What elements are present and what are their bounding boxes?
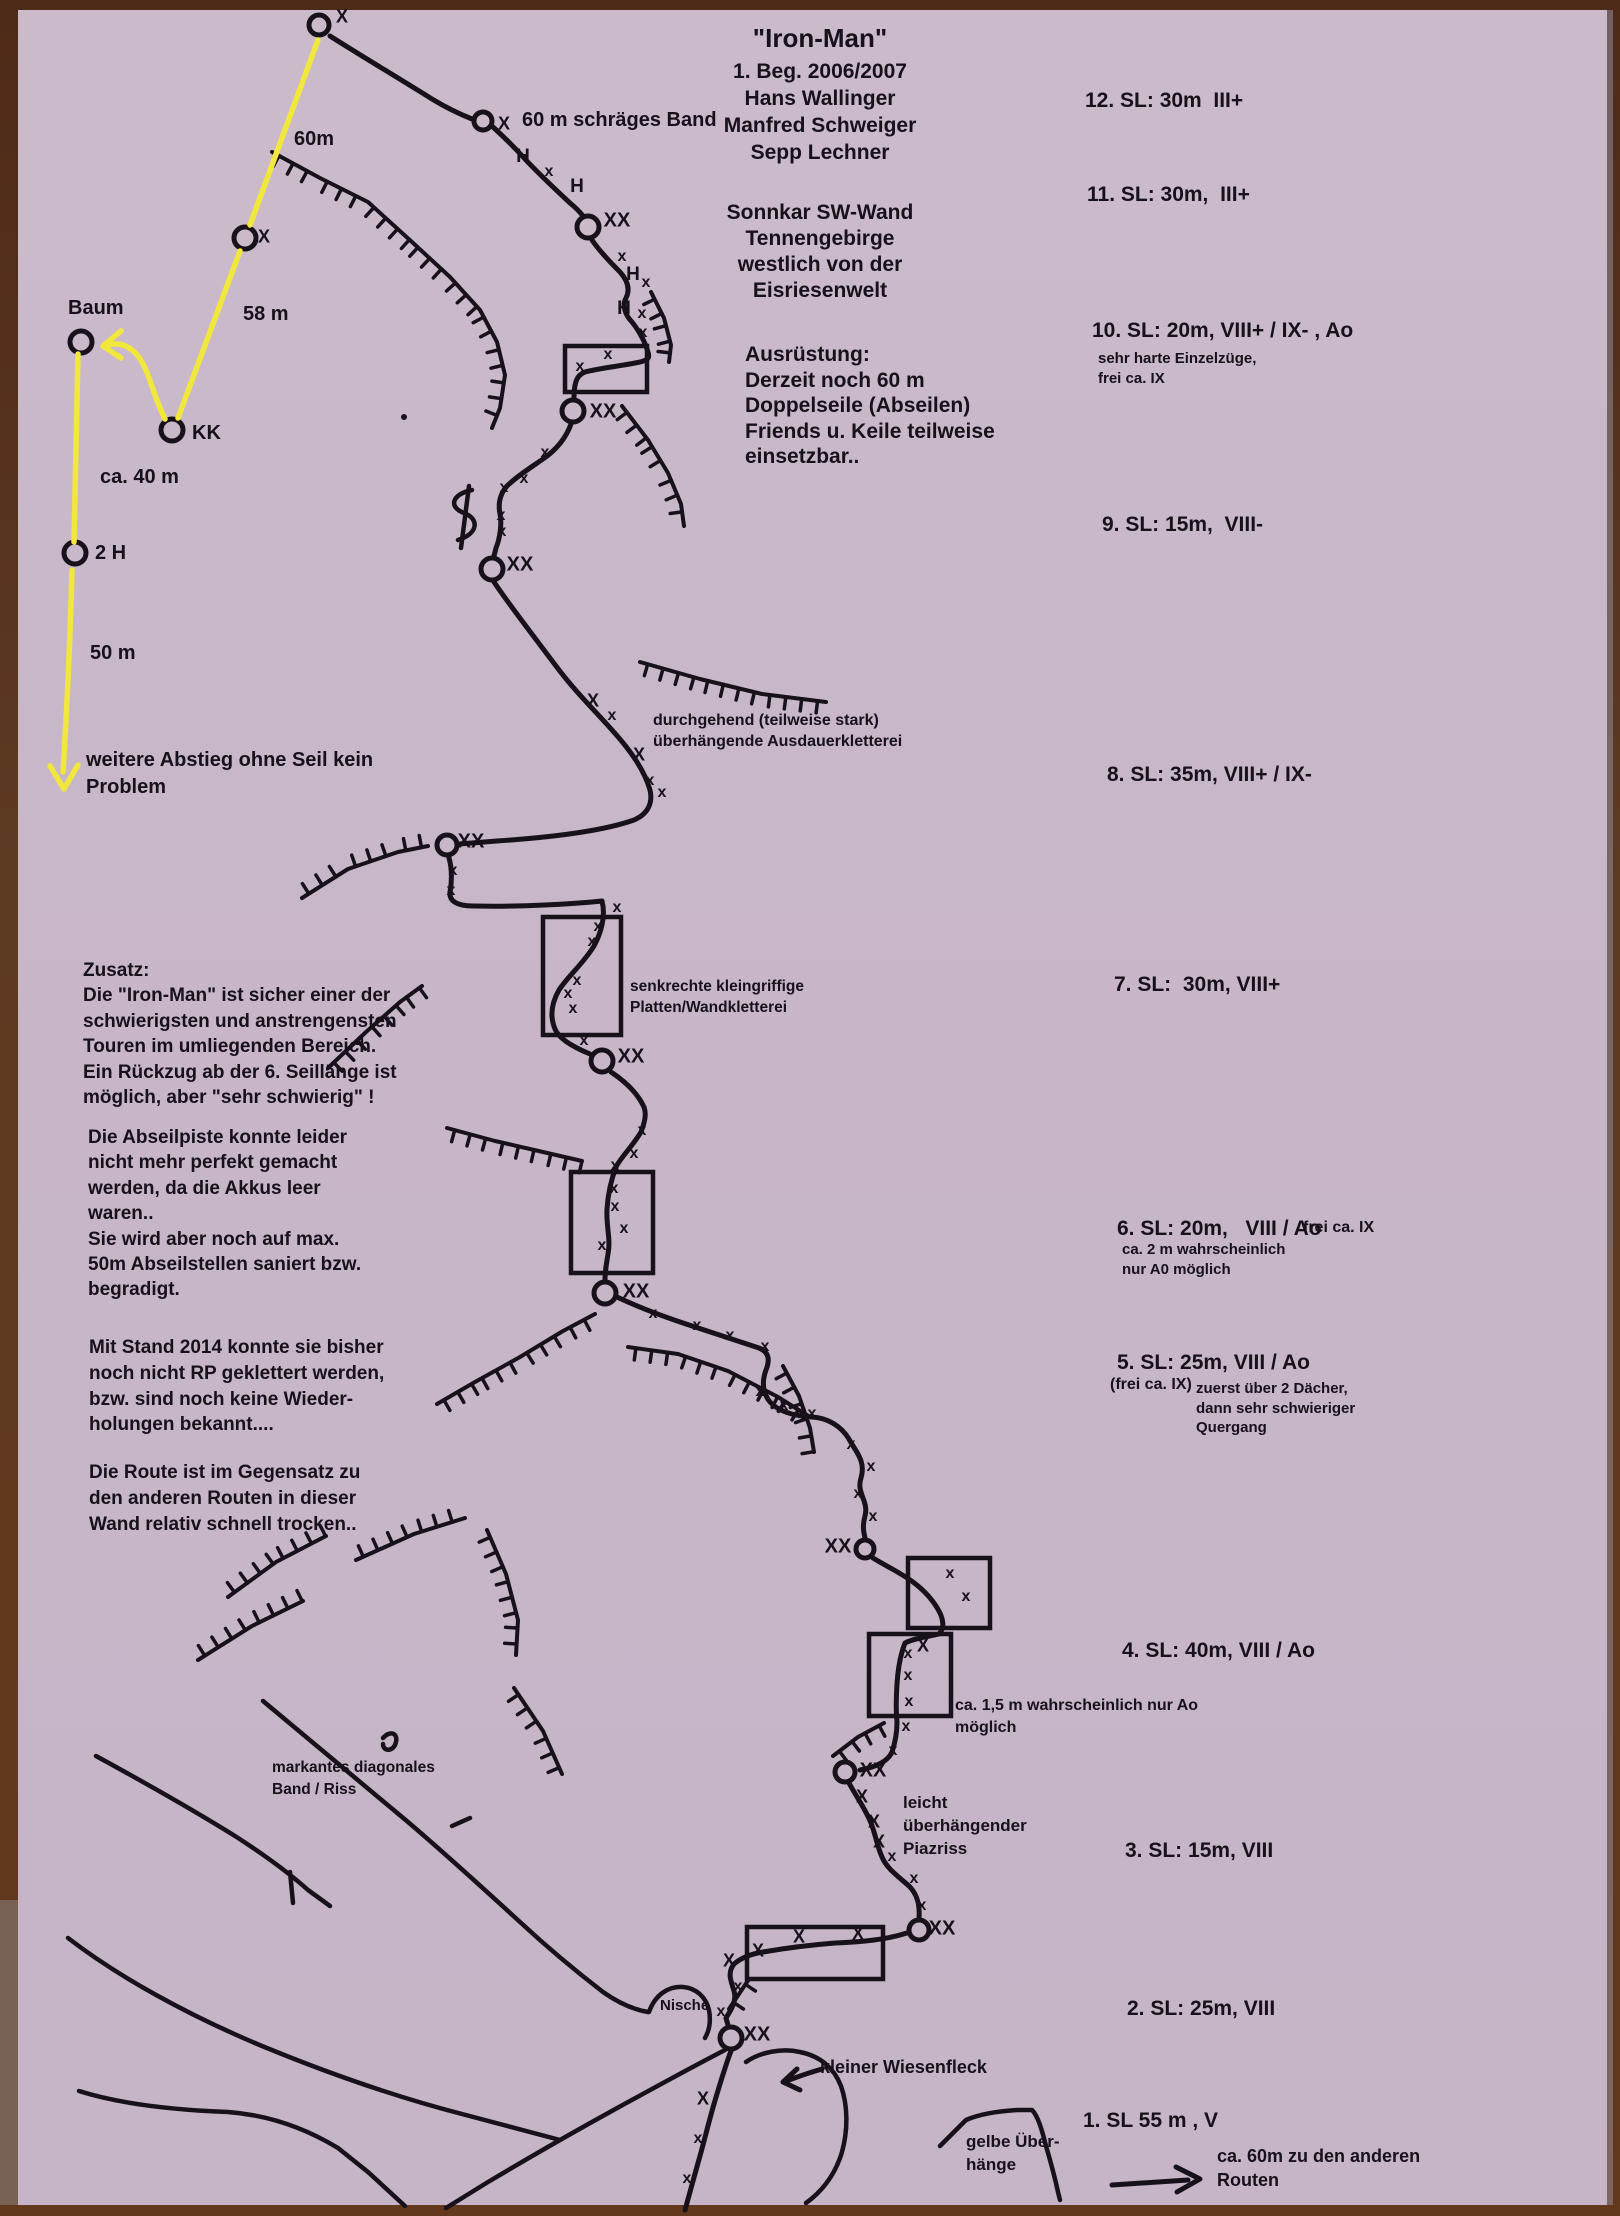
bolt-marker: x [909, 1870, 919, 1887]
bolt-marker: x [760, 1338, 770, 1355]
zusatz-block-line: Ein Rückzug ab der 6. Seillänge ist [83, 1061, 397, 1083]
bolt-marker: x [597, 1237, 607, 1254]
rappel-60m-label [294, 127, 334, 152]
pitch-4-label-line: 4. SL: 40m, VIII / Ao [1122, 1639, 1315, 1662]
pitch-12-label-line: 12. SL: 30m III+ [1085, 89, 1244, 112]
bolt-marker: x [610, 1198, 620, 1215]
approach-note-line: Routen [1217, 2170, 1279, 2190]
equipment-block-line: Derzeit noch 60 m [745, 368, 925, 392]
piazriss-note-line: Piazriss [903, 1839, 968, 1858]
pitch-5-note [1196, 1379, 1355, 1438]
bolt-marker: X [751, 1940, 765, 1961]
bolt-marker: X [851, 1923, 865, 1944]
location-block-line: Eisriesenwelt [752, 279, 888, 302]
belay-anchor-marker: XX [743, 2023, 771, 2046]
bolt-marker: x [609, 1180, 619, 1197]
bolt-marker: x [637, 305, 647, 322]
stand-2014-block-line: holungen bekannt.... [89, 1414, 274, 1436]
bolt-marker: x [610, 1157, 620, 1174]
bolt-marker: x [866, 1458, 876, 1475]
bolt-marker: X [855, 1786, 869, 1807]
pitch-11-label-line: 11. SL: 30m, III+ [1087, 183, 1250, 206]
piton-marker: H [617, 298, 631, 319]
pitch-3-label [1125, 1838, 1273, 1864]
abseilpiste-block-line: werden, da die Akkus leer [88, 1177, 321, 1199]
band-riss-note [272, 1757, 435, 1801]
pitch-9-label [1102, 512, 1263, 538]
rappel-58m-label [243, 302, 289, 327]
belay-anchor-marker: XX [603, 209, 631, 232]
approach-note-line: ca. 60m zu den anderen [1217, 2146, 1421, 2166]
pitch-7-label-line: 7. SL: 30m, VIII+ [1114, 973, 1281, 996]
zusatz-block-line: Zusatz: [83, 960, 150, 981]
bolt-marker: x [887, 1848, 897, 1865]
bolt-marker: x [612, 899, 622, 916]
bolt-marker: X [916, 1635, 930, 1656]
band-riss-note-line: Band / Riss [272, 1781, 357, 1798]
belay-anchor-marker: XX [622, 1280, 650, 1303]
trocken-block [89, 1460, 360, 1537]
platten-note-line: senkrechte kleingriffige [630, 978, 805, 995]
piazriss-note-line: überhängender [903, 1816, 1027, 1835]
bolt-marker: x [733, 1978, 743, 1995]
nische-label-line: Nische [660, 1997, 710, 2014]
bolt-marker: x [572, 972, 582, 989]
rappel-58m-label-line: 58 m [243, 303, 289, 325]
bolt-marker: x [587, 933, 597, 950]
bolt-marker: x [901, 1718, 911, 1735]
equipment-block-line: Friends u. Keile teilweise [745, 419, 995, 443]
a0-15m-note-line: möglich [955, 1719, 1017, 1736]
bolt-marker: X [257, 226, 271, 247]
pitch-8-label [1107, 762, 1312, 788]
gelbe-ueberhaenge-label-line: hänge [966, 2155, 1017, 2174]
abseilpiste-block-line: nicht mehr perfekt gemacht [88, 1152, 338, 1174]
piazriss-note [903, 1791, 1027, 1860]
two-h-label-line: 2 H [95, 542, 127, 564]
bolt-marker: x [638, 324, 648, 341]
belay-anchor-marker: XX [589, 400, 617, 423]
pitch-9-label-line: 9. SL: 15m, VIII- [1102, 513, 1264, 536]
abseilpiste-block-line: waren.. [88, 1203, 154, 1225]
location-block [727, 200, 914, 304]
location-block-line: Sonnkar SW-Wand [726, 201, 914, 224]
bolt-marker: x [519, 470, 529, 487]
bolt-marker: x [904, 1693, 914, 1710]
equipment-block [745, 342, 995, 470]
pitch-5-free-note [1110, 1375, 1192, 1395]
a0-15m-note-line: ca. 1,5 m wahrscheinlich nur Ao [955, 1697, 1199, 1714]
pitch-10-label-line: 10. SL: 20m, VIII+ / IX- , Ao [1092, 319, 1354, 342]
bolt-marker: x [645, 772, 655, 789]
bolt-marker: x [917, 1897, 927, 1914]
abseilpiste-block-line: 50m Abseilstellen saniert bzw. [88, 1254, 362, 1276]
bolt-marker: X [696, 2088, 710, 2109]
equipment-block-line: einsetzbar.. [745, 445, 860, 468]
pitch-1-label-line: 1. SL 55 m , V [1083, 2109, 1219, 2132]
first-ascent-block-line: Sepp Lechner [750, 141, 890, 164]
descent-note-block-line: weitere Abstieg ohne Seil kein [86, 749, 374, 771]
first-ascent-block-line: Manfred Schweiger [723, 114, 917, 137]
bolt-marker: x [779, 1397, 789, 1414]
bolt-marker: x [629, 1145, 639, 1162]
a0-15m-note [955, 1695, 1198, 1739]
pitch-5-note-line: Quergang [1196, 1419, 1267, 1436]
trocken-block-line: den anderen Routen in dieser [89, 1487, 357, 1509]
first-ascent-block [724, 58, 917, 166]
bolt-marker: x [888, 1742, 898, 1759]
kk-label-line: KK [192, 422, 221, 444]
nische-label [660, 1997, 709, 2016]
route-title [753, 22, 887, 55]
trocken-block-line: Die Route ist im Gegensatz zu [89, 1462, 361, 1483]
pitch-12-label [1085, 88, 1243, 114]
equipment-block-line: Doppelseile (Abseilen) [745, 394, 971, 417]
pitch-6-free-note [1303, 1218, 1374, 1238]
platten-note [630, 976, 804, 1018]
bolt-marker: x [692, 1317, 702, 1334]
belay-anchor-marker: XX [859, 1759, 887, 1782]
belay-anchor-marker: XX [617, 1045, 645, 1068]
bolt-marker: x [961, 1588, 971, 1605]
zusatz-block [83, 958, 397, 1110]
pitch-10-note-line: sehr harte Einzelzüge, [1098, 350, 1257, 367]
belay-anchor-marker: XX [457, 830, 485, 853]
zusatz-block-line: Die "Iron-Man" ist sicher einer der [83, 985, 391, 1007]
rappel-50m-label [90, 641, 136, 666]
first-ascent-block-line: 1. Beg. 2006/2007 [733, 60, 907, 83]
bolt-marker: x [868, 1508, 878, 1525]
pitch-6-note [1122, 1240, 1285, 1280]
ausdauer-note-line: überhängende Ausdauerkletterei [653, 733, 903, 750]
rappel-60m-label-line: 60m [294, 128, 335, 150]
descent-note-block [86, 747, 373, 801]
bolt-marker: X [792, 1926, 806, 1947]
piton-marker: H [626, 264, 640, 285]
stand-2014-block-line: Mit Stand 2014 konnte sie bisher [89, 1337, 384, 1358]
pitch-5-free-note-line: (frei ca. IX) [1110, 1376, 1192, 1393]
pitch-6-note-line: nur A0 möglich [1122, 1261, 1231, 1278]
abseilpiste-block [88, 1125, 361, 1303]
route-title-line: "Iron-Man" [752, 23, 888, 53]
bolt-marker: X [632, 744, 646, 765]
bolt-marker: x [579, 1032, 589, 1049]
piton-marker: H [570, 176, 584, 197]
bolt-marker: x [755, 1383, 765, 1400]
baum-label-line: Baum [68, 297, 124, 319]
pitch-10-note-line: frei ca. IX [1098, 370, 1165, 387]
pitch-3-label-line: 3. SL: 15m, VIII [1125, 1839, 1274, 1862]
pitch-2-label [1127, 1996, 1275, 2022]
bolt-marker: x [497, 523, 507, 540]
baum-label [68, 296, 124, 321]
zusatz-block-line: Touren im umliegenden Bereich. [83, 1036, 377, 1058]
bolt-marker: X [722, 1950, 736, 1971]
trocken-block-line: Wand relativ schnell trocken.. [89, 1513, 357, 1535]
pitch-2-label-line: 2. SL: 25m, VIII [1127, 1997, 1276, 2020]
two-h-label [95, 541, 126, 566]
rappel-40m-label [100, 465, 179, 490]
bolt-marker: x [945, 1565, 955, 1582]
bolt-marker: x [499, 479, 509, 496]
bolt-marker: x [607, 707, 617, 724]
piazriss-note-line: leicht [903, 1793, 948, 1812]
bolt-marker: x [619, 1220, 629, 1237]
abseilpiste-block-line: Sie wird aber noch auf max. [88, 1228, 340, 1250]
wiesenfleck-label [820, 2056, 987, 2079]
pitch-5-note-line: dann sehr schwieriger [1196, 1399, 1356, 1417]
pitch-10-note [1098, 349, 1256, 389]
bolt-marker: x [544, 163, 554, 180]
kk-label [192, 421, 221, 446]
first-ascent-block-line: Hans Wallinger [744, 87, 896, 110]
belay-anchor-marker: XX [506, 553, 534, 576]
bolt-marker: x [568, 1000, 578, 1017]
bolt-marker: x [496, 507, 506, 524]
gelbe-ueberhaenge-label-line: gelbe Über- [966, 2132, 1060, 2151]
gelbe-ueberhaenge-label [966, 2130, 1060, 2176]
rappel-50m-label-line: 50 m [90, 642, 136, 664]
bolt-marker: X [586, 690, 600, 711]
belay-anchor-marker: XX [824, 1535, 852, 1558]
rappel-40m-label-line: ca. 40 m [100, 466, 179, 488]
pitch-6-free-note-line: frei ca. IX [1303, 1219, 1375, 1236]
location-block-line: Tennengebirge [745, 227, 895, 250]
ausdauer-note [653, 710, 902, 752]
piton-marker: H [516, 146, 530, 167]
zusatz-block-line: möglich, aber "sehr schwierig" ! [83, 1087, 375, 1109]
bolt-marker: x [563, 985, 573, 1002]
location-block-line: westlich von der [737, 253, 903, 276]
band-label-line: 60 m schräges Band [522, 109, 717, 131]
stand-2014-block [89, 1335, 384, 1438]
pitch-7-label [1114, 972, 1280, 998]
pitch-5-note-line: zuerst über 2 Dächer, [1196, 1380, 1348, 1397]
descent-note-block-line: Problem [86, 776, 167, 798]
bolt-marker: x [853, 1485, 863, 1502]
pitch-5-label [1117, 1350, 1310, 1376]
bolt-marker: X [872, 1831, 886, 1852]
pitch-10-label [1092, 318, 1353, 344]
bolt-marker: x [617, 248, 627, 265]
abseilpiste-block-line: begradigt. [88, 1279, 180, 1301]
bolt-marker: x [725, 1327, 735, 1344]
pitch-6-label-line: 6. SL: 20m, VIII / Ao [1117, 1217, 1322, 1240]
approach-note [1217, 2144, 1420, 2192]
bolt-marker: x [716, 2003, 726, 2020]
zusatz-block-line: schwierigsten und anstrengensten [83, 1010, 397, 1032]
bolt-marker: x [903, 1645, 913, 1662]
bolt-marker: x [448, 862, 458, 879]
bolt-marker: x [693, 2130, 703, 2147]
bolt-marker: x [446, 882, 456, 899]
platten-note-line: Platten/Wandkletterei [630, 999, 788, 1016]
bolt-marker: x [846, 1436, 856, 1453]
bolt-marker: x [657, 784, 667, 801]
bolt-marker: x [807, 1405, 817, 1422]
band-label [522, 108, 717, 133]
bolt-marker: x [637, 1122, 647, 1139]
bolt-marker: x [593, 918, 603, 935]
bolt-marker: x [682, 2170, 692, 2187]
bolt-marker: x [903, 1667, 913, 1684]
bolt-marker: x [540, 444, 550, 461]
band-riss-note-line: markantes diagonales [272, 1759, 435, 1776]
stand-2014-block-line: noch nicht RP geklettert werden, [89, 1362, 385, 1384]
bolt-marker: X [335, 6, 349, 27]
pitch-6-label [1117, 1216, 1322, 1242]
ausdauer-note-line: durchgehend (teilweise stark) [653, 712, 879, 729]
bolt-marker: x [641, 274, 651, 291]
pitch-4-label [1122, 1638, 1315, 1664]
pitch-1-label [1083, 2108, 1218, 2134]
pitch-11-label [1087, 182, 1250, 208]
abseilpiste-block-line: Die Abseilpiste konnte leider [88, 1127, 348, 1148]
bolt-marker: X [867, 1811, 881, 1832]
bolt-marker: x [603, 346, 613, 363]
pitch-5-label-line: 5. SL: 25m, VIII / Ao [1117, 1351, 1310, 1374]
wiesenfleck-label-line: kleiner Wiesenfleck [820, 2057, 987, 2077]
belay-anchor-marker: XX [928, 1917, 956, 1940]
bolt-marker: x [648, 1305, 658, 1322]
bolt-marker: X [497, 113, 511, 134]
pitch-8-label-line: 8. SL: 35m, VIII+ / IX- [1107, 763, 1312, 786]
stand-2014-block-line: bzw. sind noch keine Wieder- [89, 1388, 354, 1410]
pitch-6-note-line: ca. 2 m wahrscheinlich [1122, 1241, 1286, 1258]
equipment-block-line: Ausrüstung: [745, 343, 870, 366]
bolt-marker: x [575, 358, 585, 375]
